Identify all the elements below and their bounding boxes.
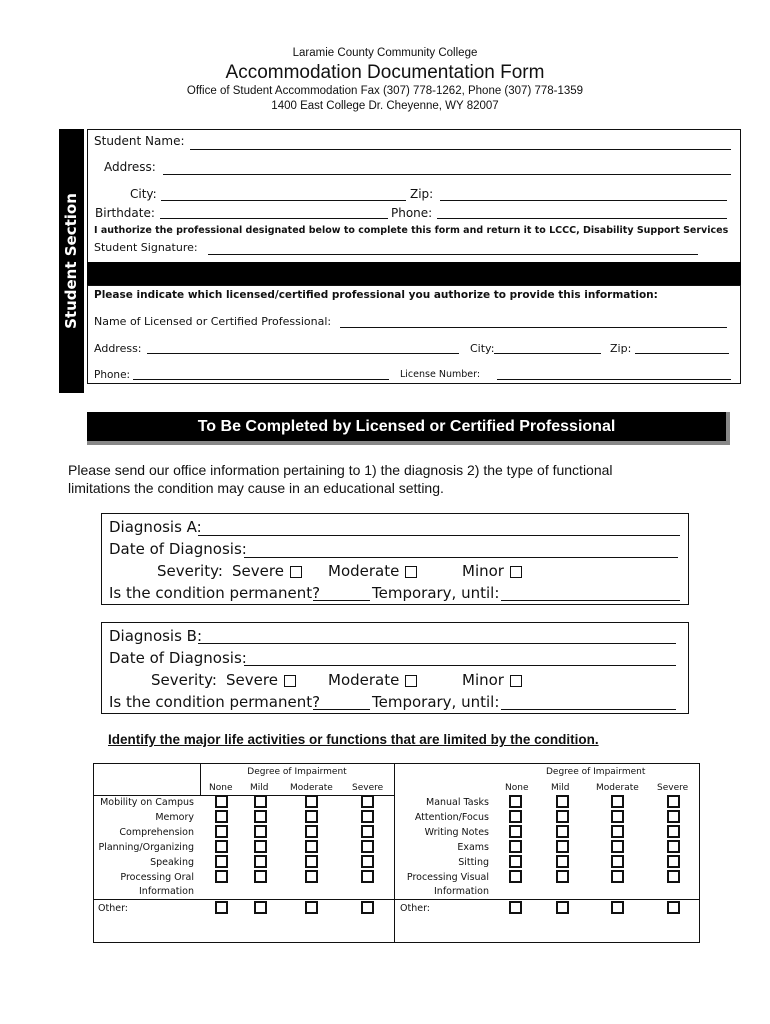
- license-field[interactable]: [497, 379, 731, 380]
- zip-field[interactable]: [440, 200, 727, 201]
- left-row-label: Comprehension: [119, 827, 194, 838]
- left-col-severe: Severe: [352, 783, 384, 793]
- right-none-checkbox[interactable]: [509, 855, 522, 868]
- diagnosis-b-date-label: Date of Diagnosis:: [109, 649, 247, 667]
- prof-zip-label: Zip:: [610, 342, 632, 355]
- diagnosis-b-moderate-option[interactable]: [328, 671, 417, 689]
- office-info: Office of Student Accommodation Fax (307) 778-1262, Phone (307) 778-1359: [186, 85, 584, 97]
- right-severe-checkbox[interactable]: [667, 840, 680, 853]
- city-label: City:: [130, 187, 157, 201]
- left-row-label: Memory: [155, 812, 194, 823]
- right-moderate-checkbox[interactable]: [611, 825, 624, 838]
- diagnosis-b-severity-label: Severity:: [151, 671, 217, 689]
- birthdate-field[interactable]: [160, 218, 388, 219]
- activities-heading: Identify the major life activities or functions that are limited by the condition.: [108, 732, 599, 747]
- left-moderate-checkbox[interactable]: [305, 795, 318, 808]
- right-col-severe: Severe: [657, 783, 689, 793]
- right-severe-checkbox[interactable]: [667, 855, 680, 868]
- left-none-checkbox[interactable]: [215, 825, 228, 838]
- left-col-moderate: Moderate: [290, 783, 333, 793]
- other-row-rule: [93, 899, 700, 900]
- right-none-checkbox[interactable]: [509, 795, 522, 808]
- left-none-checkbox[interactable]: [215, 870, 228, 883]
- student-name-field[interactable]: [190, 149, 731, 150]
- left-severe-checkbox[interactable]: [361, 840, 374, 853]
- right-severe-checkbox[interactable]: [667, 901, 680, 914]
- severe-label: Severe: [232, 562, 284, 580]
- zip-label: Zip:: [410, 187, 434, 201]
- diagnosis-a-permanent-label: Is the condition permanent?: [109, 584, 321, 602]
- severe-checkbox[interactable]: [290, 566, 302, 578]
- left-severe-checkbox[interactable]: [361, 795, 374, 808]
- minor-label: Minor: [462, 562, 504, 580]
- phone-field[interactable]: [437, 218, 727, 219]
- left-none-checkbox[interactable]: [215, 855, 228, 868]
- left-mild-checkbox[interactable]: [254, 795, 267, 808]
- left-none-checkbox[interactable]: [215, 795, 228, 808]
- right-col-none: None: [505, 783, 529, 793]
- prof-zip-field[interactable]: [635, 353, 729, 354]
- minor-checkbox[interactable]: [510, 675, 522, 687]
- right-mild-checkbox[interactable]: [556, 855, 569, 868]
- left-none-checkbox[interactable]: [215, 901, 228, 914]
- professional-banner-text: To Be Completed by Licensed or Certified Professional: [197, 418, 616, 435]
- left-group-header: Degree of Impairment: [247, 767, 347, 777]
- left-mild-checkbox[interactable]: [254, 825, 267, 838]
- instructions-line1: Please send our office information pertaining to 1) the diagnosis 2) the type of functional: [68, 462, 613, 478]
- student-name-label: Student Name:: [94, 134, 185, 148]
- right-moderate-checkbox[interactable]: [611, 870, 624, 883]
- left-mild-checkbox[interactable]: [254, 901, 267, 914]
- right-none-checkbox[interactable]: [509, 901, 522, 914]
- severe-label: Severe: [226, 671, 278, 689]
- prof-address-field[interactable]: [147, 353, 459, 354]
- signature-label: Student Signature:: [94, 241, 198, 254]
- left-mild-checkbox[interactable]: [254, 810, 267, 823]
- right-row-label: Attention/Focus: [414, 812, 489, 823]
- right-moderate-checkbox[interactable]: [611, 840, 624, 853]
- right-moderate-checkbox[interactable]: [611, 855, 624, 868]
- left-row-label: Speaking: [150, 857, 194, 868]
- left-moderate-checkbox[interactable]: [305, 870, 318, 883]
- diagnosis-a-severity-label: Severity:: [157, 562, 223, 580]
- form-title: Accommodation Documentation Form: [225, 62, 545, 83]
- diagnosis-b-severe-option[interactable]: [226, 671, 296, 689]
- instructions-line2: limitations the condition may cause in an educational setting.: [68, 480, 444, 496]
- right-col-moderate: Moderate: [596, 783, 639, 793]
- diagnosis-a-date-label: Date of Diagnosis:: [109, 540, 247, 558]
- right-other-label: Other:: [400, 903, 431, 914]
- diagnosis-a-temporary-field[interactable]: [501, 600, 680, 601]
- left-severe-checkbox[interactable]: [361, 901, 374, 914]
- left-mild-checkbox[interactable]: [254, 840, 267, 853]
- indicate-text: Please indicate which licensed/certified professional you authorize to provide this information:: [94, 289, 658, 301]
- professional-name-field[interactable]: [340, 327, 727, 328]
- diagnosis-a-date-field[interactable]: [244, 557, 678, 558]
- diagnosis-a-field[interactable]: [198, 535, 680, 536]
- severe-checkbox[interactable]: [284, 675, 296, 687]
- minor-label: Minor: [462, 671, 504, 689]
- right-severe-checkbox[interactable]: [667, 810, 680, 823]
- right-moderate-checkbox[interactable]: [611, 810, 624, 823]
- license-label: License Number:: [400, 369, 481, 380]
- left-mild-checkbox[interactable]: [254, 855, 267, 868]
- city-field[interactable]: [161, 200, 406, 201]
- student-section-label: Student Section: [62, 193, 80, 329]
- professional-banner: [87, 412, 730, 445]
- moderate-label: Moderate: [328, 562, 400, 580]
- left-mild-checkbox[interactable]: [254, 870, 267, 883]
- left-severe-checkbox[interactable]: [361, 855, 374, 868]
- left-header-rule: [93, 795, 394, 796]
- phone-label: Phone:: [391, 206, 433, 220]
- diagnosis-a-minor-option[interactable]: [462, 562, 522, 580]
- right-none-checkbox[interactable]: [509, 810, 522, 823]
- minor-checkbox[interactable]: [510, 566, 522, 578]
- moderate-label: Moderate: [328, 671, 400, 689]
- diagnosis-b-field[interactable]: [198, 643, 676, 644]
- diagnosis-b-permanent-field[interactable]: [313, 709, 370, 710]
- diagnosis-b-minor-option[interactable]: [462, 671, 522, 689]
- address-label: Address:: [104, 160, 156, 174]
- left-moderate-checkbox[interactable]: [305, 840, 318, 853]
- right-mild-checkbox[interactable]: [556, 795, 569, 808]
- right-severe-checkbox[interactable]: [667, 795, 680, 808]
- left-col-mild: Mild: [250, 783, 269, 793]
- right-severe-checkbox[interactable]: [667, 870, 680, 883]
- left-moderate-checkbox[interactable]: [305, 810, 318, 823]
- left-none-checkbox[interactable]: [215, 810, 228, 823]
- right-mild-checkbox[interactable]: [556, 901, 569, 914]
- right-none-checkbox[interactable]: [509, 840, 522, 853]
- moderate-checkbox[interactable]: [405, 566, 417, 578]
- college-name: Laramie County Community College: [292, 47, 478, 59]
- office-address: 1400 East College Dr. Cheyenne, WY 82007: [271, 100, 499, 112]
- diagnosis-b-temporary-label: Temporary, until:: [372, 693, 500, 711]
- left-row-label: Planning/Organizing: [98, 842, 194, 853]
- left-none-checkbox[interactable]: [215, 840, 228, 853]
- diagnosis-a-temporary-label: Temporary, until:: [372, 584, 500, 602]
- prof-phone-label: Phone:: [94, 369, 131, 381]
- diagnosis-b-label: Diagnosis B:: [109, 627, 203, 645]
- moderate-checkbox[interactable]: [405, 675, 417, 687]
- section-divider-bar: [87, 262, 741, 285]
- birthdate-label: Birthdate:: [95, 206, 155, 220]
- left-row-label: Processing Oral: [120, 872, 194, 883]
- left-severe-checkbox[interactable]: [361, 870, 374, 883]
- right-col-mild: Mild: [551, 783, 570, 793]
- prof-address-label: Address:: [94, 342, 142, 355]
- left-severe-checkbox[interactable]: [361, 825, 374, 838]
- prof-city-field[interactable]: [494, 353, 601, 354]
- right-row-label: Processing Visual: [406, 872, 489, 883]
- right-row-label-continuation: Information: [434, 886, 489, 897]
- address-field[interactable]: [163, 174, 731, 175]
- student-section-sidebar: [59, 129, 84, 393]
- table-center-divider: [394, 763, 395, 943]
- right-mild-checkbox[interactable]: [556, 870, 569, 883]
- diagnosis-a-label: Diagnosis A:: [109, 518, 202, 536]
- diagnosis-a-moderate-option[interactable]: [328, 562, 417, 580]
- left-severe-checkbox[interactable]: [361, 810, 374, 823]
- diagnosis-b-permanent-label: Is the condition permanent?: [109, 693, 321, 711]
- right-severe-checkbox[interactable]: [667, 825, 680, 838]
- right-row-label: Exams: [457, 842, 489, 853]
- right-mild-checkbox[interactable]: [556, 810, 569, 823]
- left-other-label: Other:: [98, 903, 129, 914]
- left-moderate-checkbox[interactable]: [305, 825, 318, 838]
- right-row-label: Sitting: [458, 857, 489, 868]
- prof-city-label: City:: [470, 342, 495, 355]
- right-mild-checkbox[interactable]: [556, 840, 569, 853]
- left-moderate-checkbox[interactable]: [305, 901, 318, 914]
- prof-phone-field[interactable]: [133, 379, 389, 380]
- diagnosis-a-severe-option[interactable]: [232, 562, 302, 580]
- signature-field[interactable]: [208, 254, 698, 255]
- diagnosis-b-temporary-field[interactable]: [501, 709, 676, 710]
- left-col-none: None: [209, 783, 233, 793]
- right-moderate-checkbox[interactable]: [611, 901, 624, 914]
- right-row-label: Writing Notes: [424, 827, 489, 838]
- left-row-label-continuation: Information: [139, 886, 194, 897]
- left-row-label: Mobility on Campus: [100, 797, 194, 808]
- authorize-text: I authorize the professional designated below to complete this form and return it to LCCC, Disability Support Services: [94, 225, 729, 236]
- diagnosis-a-permanent-field[interactable]: [313, 600, 370, 601]
- right-group-header: Degree of Impairment: [546, 767, 646, 777]
- right-row-label: Manual Tasks: [426, 797, 489, 808]
- diagnosis-b-date-field[interactable]: [244, 665, 676, 666]
- right-mild-checkbox[interactable]: [556, 825, 569, 838]
- professional-name-label: Name of Licensed or Certified Professional:: [94, 315, 332, 328]
- right-none-checkbox[interactable]: [509, 870, 522, 883]
- right-moderate-checkbox[interactable]: [611, 795, 624, 808]
- left-moderate-checkbox[interactable]: [305, 855, 318, 868]
- right-none-checkbox[interactable]: [509, 825, 522, 838]
